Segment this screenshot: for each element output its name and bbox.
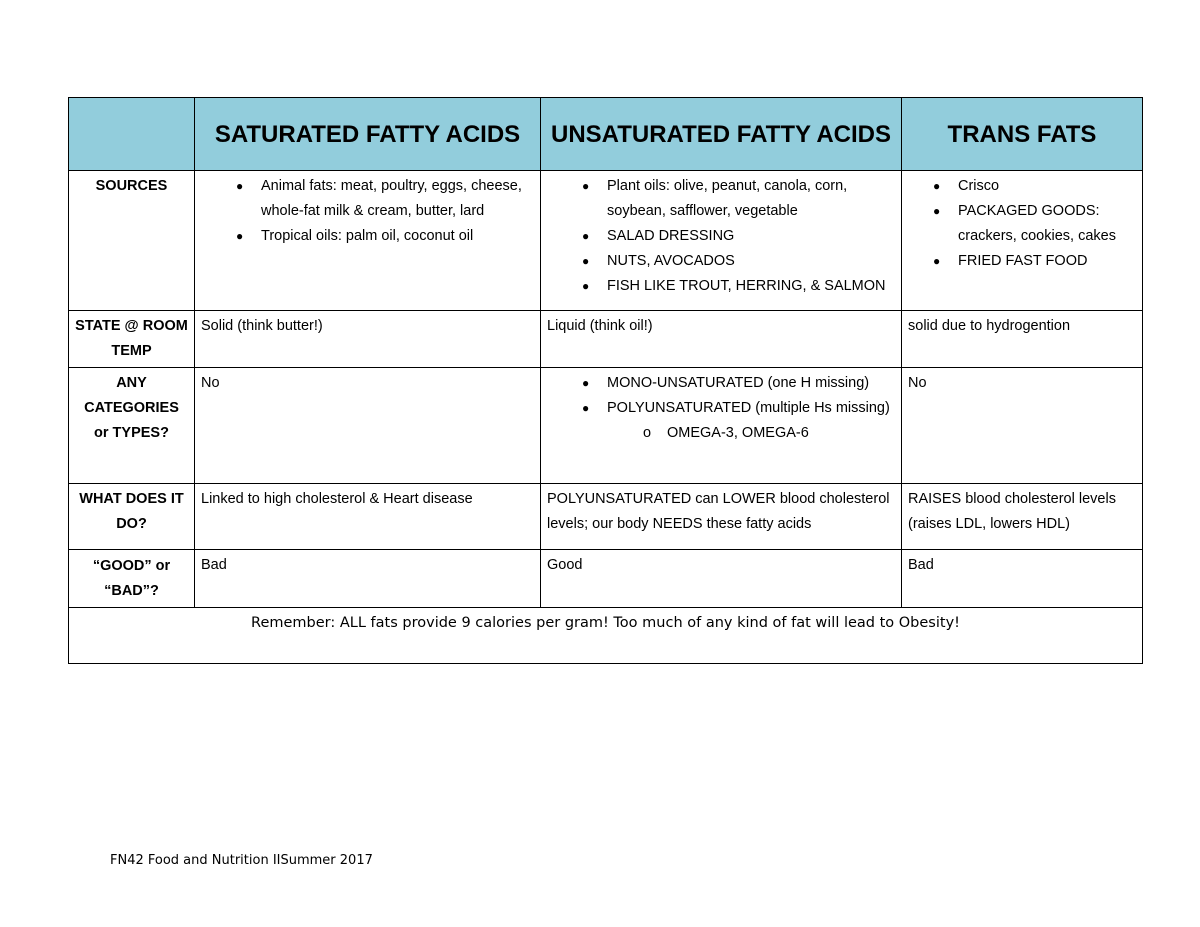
list-item: ● SALAD DRESSING [607,224,895,249]
sources-label: SOURCES [69,171,195,311]
list-item: ● NUTS, AVOCADOS [607,249,895,274]
rating-unsaturated-cell: Good [541,550,902,608]
sources-row [69,171,1143,311]
state-saturated-cell: Solid (think butter!) [195,311,541,368]
list-item [607,396,895,446]
sources-trans-cell [902,171,1143,311]
list-item: ● Plant oils: olive, peanut, canola, corn, soybean, safflower, vegetable [607,174,895,224]
state-trans-cell: solid due to hydrogention [902,311,1143,368]
fats-comparison-table [68,97,1143,664]
categories-unsaturated-cell [541,368,902,484]
state-unsaturated-cell: Liquid (think oil!) [541,311,902,368]
list-item-text: POLYUNSATURATED (multiple Hs missing) [607,400,890,416]
effect-row [69,484,1143,550]
categories-label: ANY CATEGORIES or TYPES? [69,368,195,484]
remember-row [69,608,1143,664]
categories-saturated-cell: No [195,368,541,484]
page-footer: FN42 Food and Nutrition IISummer 2017 [110,853,373,868]
list-item: ● Animal fats: meat, poultry, eggs, cheese, whole-fat milk & cream, butter, lard [261,174,534,224]
rating-trans-cell: Bad [902,550,1143,608]
header-corner-cell [69,98,195,171]
remember-note: Remember: ALL fats provide 9 calories per gram! Too much of any kind of fat will lead to Obesity! [69,608,1143,664]
header-saturated: SATURATED FATTY ACIDS [195,98,541,171]
header-row [69,98,1143,171]
list-item: ● Crisco [958,174,1136,199]
sources-saturated-cell [195,171,541,311]
state-row [69,311,1143,368]
header-unsaturated: UNSATURATED FATTY ACIDS [541,98,902,171]
list-item: ● Tropical oils: palm oil, coconut oil [261,224,534,249]
effect-label: WHAT DOES IT DO? [69,484,195,550]
rating-row [69,550,1143,608]
effect-saturated-cell: Linked to high cholesterol & Heart disease [195,484,541,550]
sub-list-item: o OMEGA-3, OMEGA-6 [667,421,895,446]
list-item: ● FISH LIKE TROUT, HERRING, & SALMON [607,274,895,299]
effect-trans-cell: RAISES blood cholesterol levels (raises LDL, lowers HDL) [902,484,1143,550]
categories-trans-cell: No [902,368,1143,484]
list-item: ● PACKAGED GOODS: crackers, cookies, cakes [958,199,1136,249]
state-label: STATE @ ROOM TEMP [69,311,195,368]
list-item: ● FRIED FAST FOOD [958,249,1136,274]
header-trans: TRANS FATS [902,98,1143,171]
rating-saturated-cell: Bad [195,550,541,608]
sources-unsaturated-cell [541,171,902,311]
effect-unsaturated-cell: POLYUNSATURATED can LOWER blood cholesterol levels; our body NEEDS these fatty acids [541,484,902,550]
categories-row [69,368,1143,484]
list-item: ● MONO-UNSATURATED (one H missing) [607,371,895,396]
rating-label: “GOOD” or “BAD”? [69,550,195,608]
